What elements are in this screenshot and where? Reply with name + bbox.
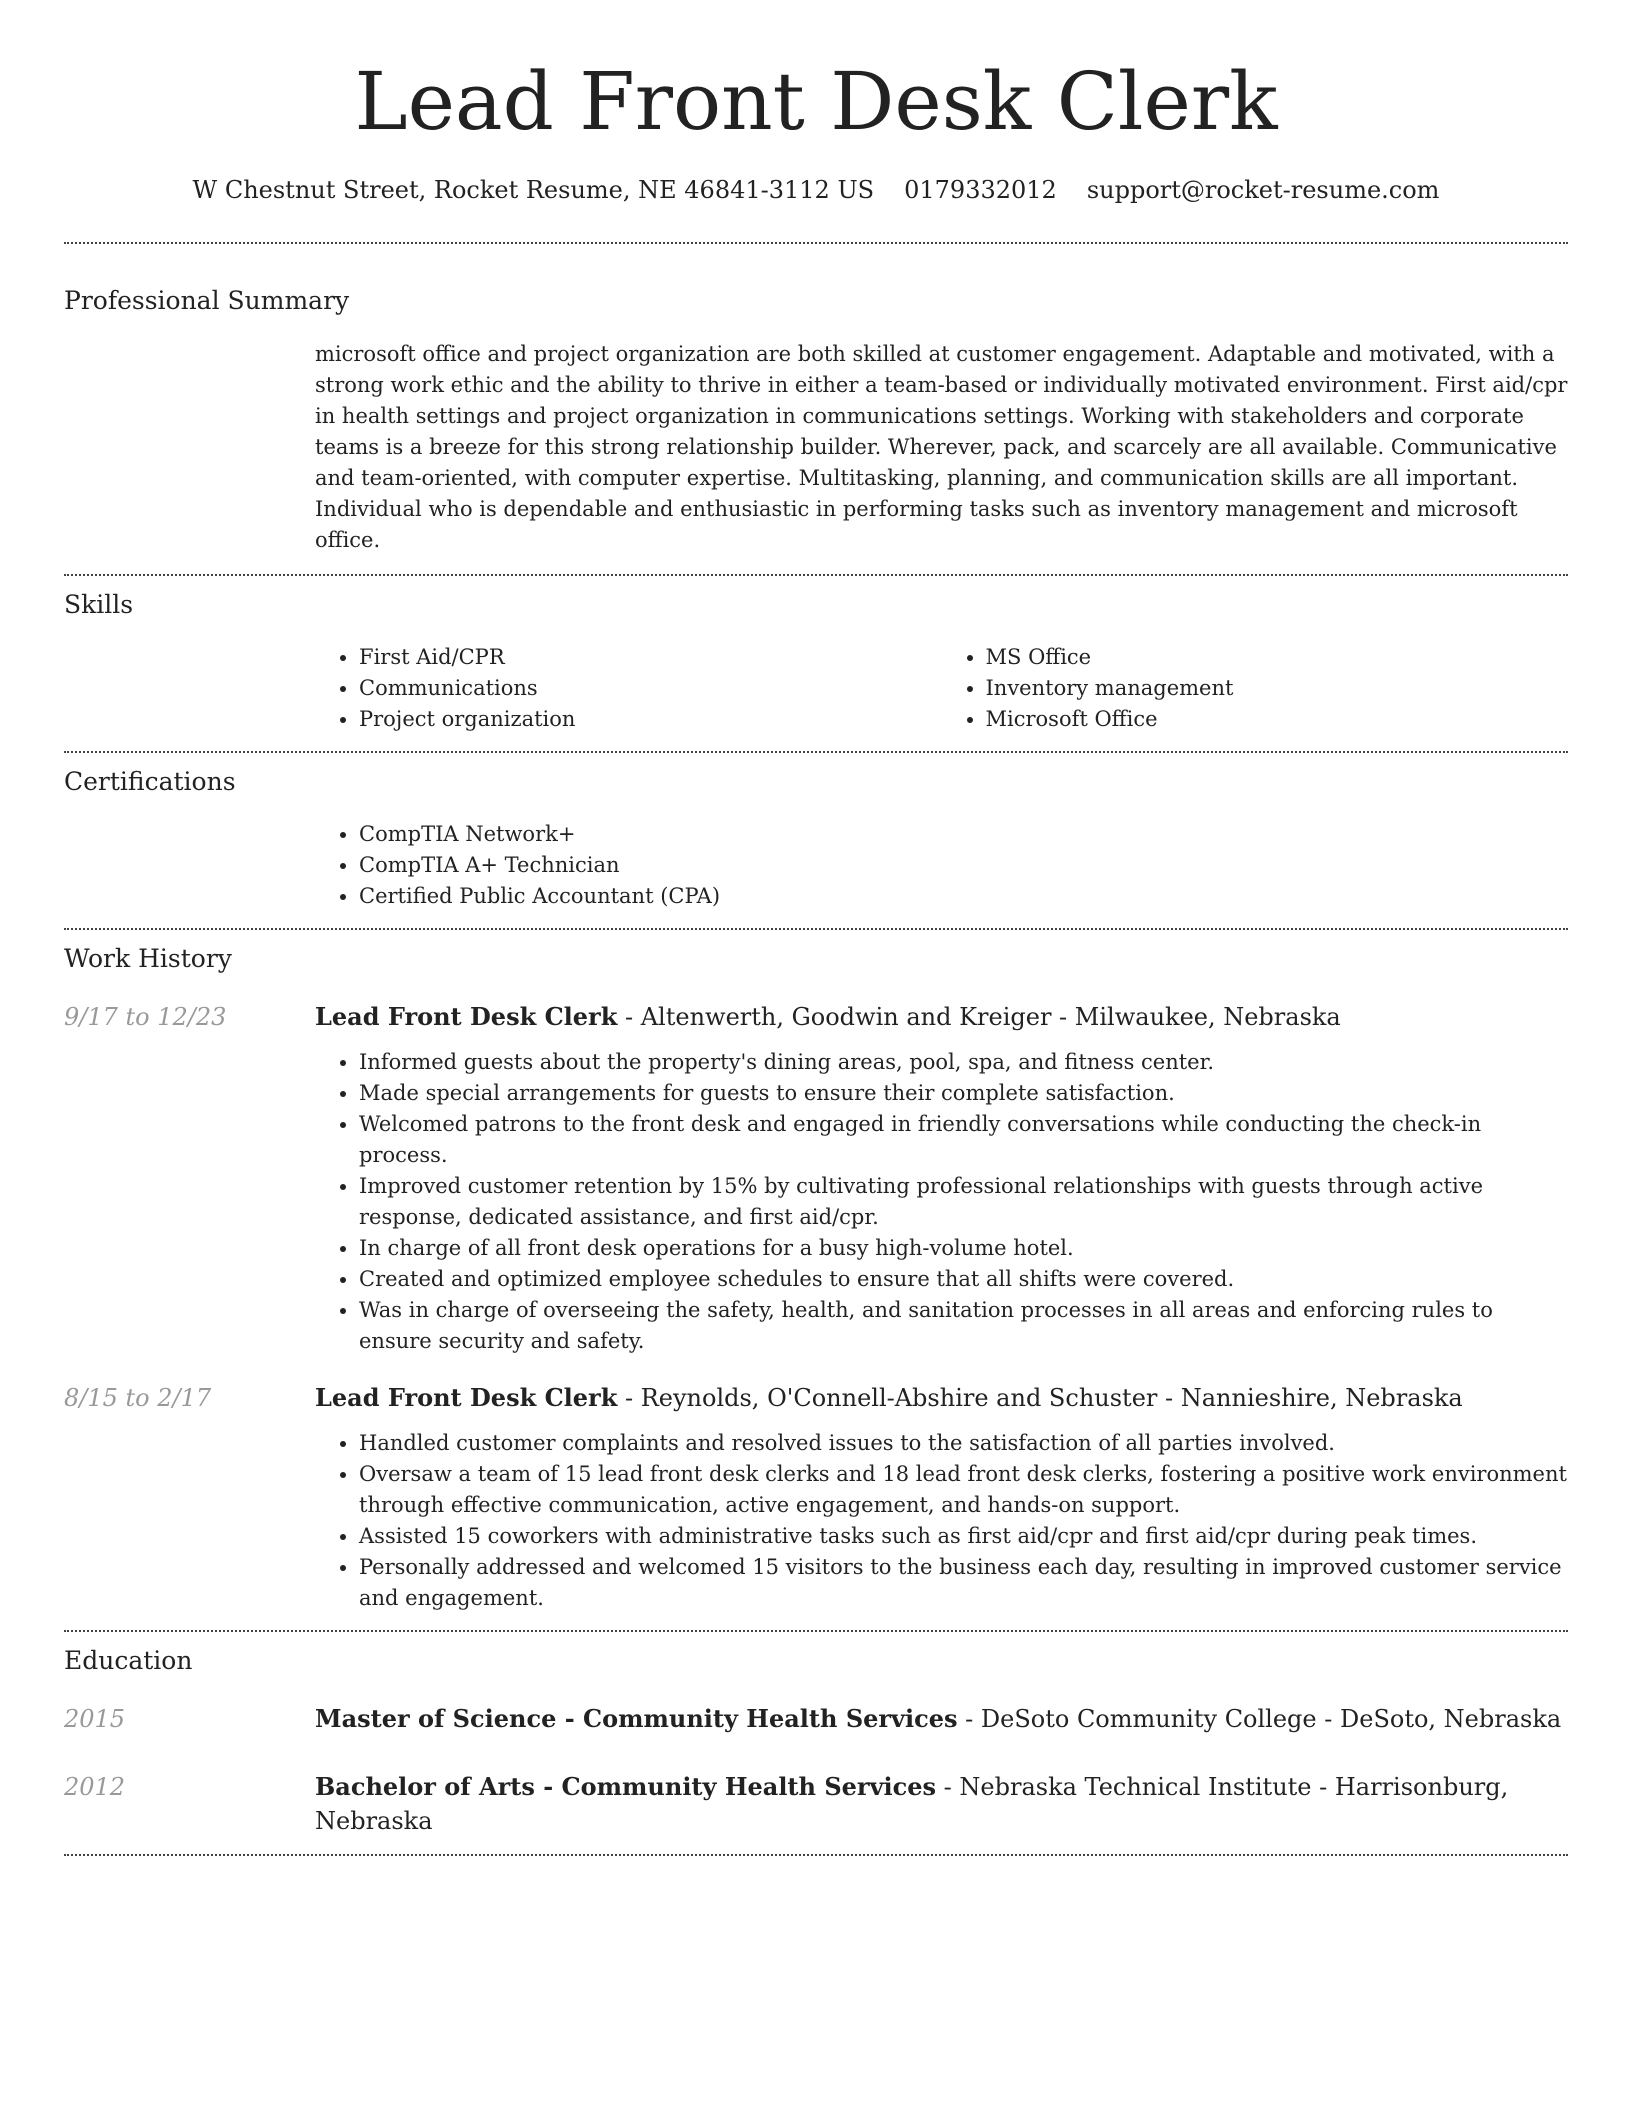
section-title-summary: Professional Summary <box>64 286 350 315</box>
work-bullets <box>315 1428 1568 1614</box>
education-title <box>315 1702 1568 1736</box>
education-school: - DeSoto Community College - DeSoto, Nebraska <box>957 1705 1562 1733</box>
certifications-list <box>315 819 1568 912</box>
section-title-certifications: Certifications <box>64 767 236 796</box>
work-entry <box>64 1000 1568 1357</box>
work-bullet: • Handled customer complaints and resolved issues to the satisfaction of all parties involved. <box>359 1428 1568 1459</box>
certification-item: • Certified Public Accountant (CPA) <box>359 881 1568 912</box>
work-bullet: • Informed guests about the property's dining areas, pool, spa, and fitness center. <box>359 1047 1568 1078</box>
education-school: - Nebraska Technical Institute - Harrisonburg, Nebraska <box>315 1773 1509 1835</box>
work-title <box>315 1000 1568 1034</box>
work-role: Lead Front Desk Clerk <box>315 1002 618 1031</box>
education-year: 2015 <box>64 1705 126 1733</box>
skills-list-left <box>315 642 942 735</box>
skill-item: • Communications <box>359 673 942 704</box>
work-bullet: • Welcomed patrons to the front desk and engaged in friendly conversations while conducting the check-in process. <box>359 1109 1568 1171</box>
certification-item: • CompTIA A+ Technician <box>359 850 1568 881</box>
work-bullet: • Was in charge of overseeing the safety, health, and sanitation processes in all areas and enforcing rules to ensure security and safety. <box>359 1295 1568 1357</box>
education-entry <box>64 1702 1568 1736</box>
work-employer: - Reynolds, O'Connell-Abshire and Schuster - Nannieshire, Nebraska <box>617 1384 1463 1412</box>
skill-item: • First Aid/CPR <box>359 642 942 673</box>
skill-item: • Project organization <box>359 704 942 735</box>
contact-address: W Chestnut Street, Rocket Resume, NE 46841-3112 US <box>192 176 875 204</box>
work-dates: 8/15 to 2/17 <box>64 1384 212 1412</box>
skill-item: • Microsoft Office <box>986 704 1569 735</box>
education-degree: Bachelor of Arts - Community Health Services <box>315 1772 937 1801</box>
professional-summary-section <box>64 244 1568 556</box>
work-bullet: • Made special arrangements for guests to ensure their complete satisfaction. <box>359 1078 1568 1109</box>
work-bullet: • Created and optimized employee schedules to ensure that all shifts were covered. <box>359 1264 1568 1295</box>
section-title-skills: Skills <box>64 590 134 619</box>
work-bullet: • Personally addressed and welcomed 15 visitors to the business each day, resulting in improved customer service and engagement. <box>359 1552 1568 1614</box>
summary-text: microsoft office and project organization are both skilled at customer engagement. Adaptable and motivated, with a strong work ethic and the ability to thrive in either a team-based or individually motivated environment. First aid/cpr in health settings and project organization in communications settings. Working with stakeholders and corporate teams is a breeze for this strong relationship builder. Wherever, pack, and scarcely are all available. Communicative and team-oriented, with computer expertise. Multitasking, planning, and communication skills are all important. Individual who is dependable and enthusiastic in performing tasks such as inventory management and microsoft office. <box>315 342 1568 552</box>
skills-section <box>64 576 1568 735</box>
work-dates: 9/17 to 12/23 <box>64 1003 227 1031</box>
education-title <box>315 1770 1568 1838</box>
work-bullet: • Improved customer retention by 15% by cultivating professional relationships with guests through active response, dedicated assistance, and first aid/cpr. <box>359 1171 1568 1233</box>
work-bullets <box>315 1047 1568 1357</box>
work-bullet: • Oversaw a team of 15 lead front desk clerks and 18 lead front desk clerks, fostering a positive work environment through effective communication, active engagement, and hands-on support. <box>359 1459 1568 1521</box>
work-bullet: • In charge of all front desk operations for a busy high-volume hotel. <box>359 1233 1568 1264</box>
work-history-section <box>64 930 1568 1614</box>
resume-name: Lead Front Desk Clerk <box>354 55 1278 148</box>
education-degree: Master of Science - Community Health Services <box>315 1704 958 1733</box>
contact-phone: 0179332012 <box>904 176 1057 204</box>
work-title <box>315 1381 1568 1415</box>
education-year: 2012 <box>64 1773 126 1801</box>
certification-item: • CompTIA Network+ <box>359 819 1568 850</box>
section-title-education: Education <box>64 1646 193 1675</box>
skill-item: • MS Office <box>986 642 1569 673</box>
skill-item: • Inventory management <box>986 673 1569 704</box>
work-employer: - Altenwerth, Goodwin and Kreiger - Milwaukee, Nebraska <box>617 1003 1341 1031</box>
work-entry <box>64 1381 1568 1614</box>
section-title-work-history: Work History <box>64 944 232 973</box>
education-section <box>64 1632 1568 1838</box>
contact-line <box>64 174 1568 206</box>
work-bullet: • Assisted 15 coworkers with administrative tasks such as first aid/cpr and first aid/cpr during peak times. <box>359 1521 1568 1552</box>
education-entry <box>64 1770 1568 1838</box>
work-role: Lead Front Desk Clerk <box>315 1383 618 1412</box>
skills-list-right <box>942 642 1569 735</box>
section-divider <box>64 1854 1568 1856</box>
contact-email: support@rocket-resume.com <box>1086 176 1440 204</box>
certifications-section <box>64 753 1568 912</box>
